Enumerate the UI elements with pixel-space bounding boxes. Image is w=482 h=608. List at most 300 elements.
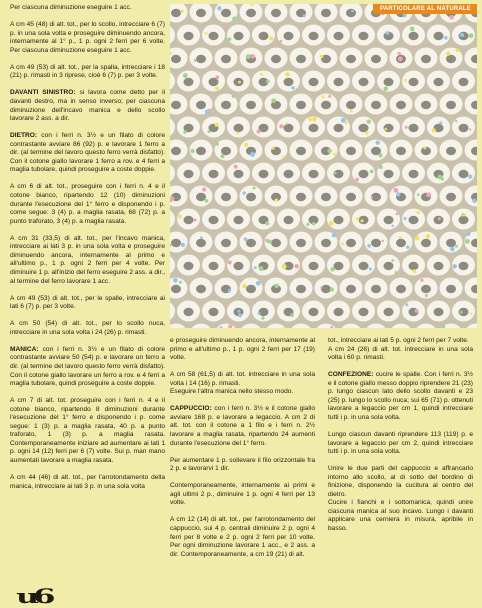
yarn-fleck bbox=[395, 271, 398, 274]
lace-hole bbox=[321, 285, 331, 293]
lace-hole bbox=[234, 216, 244, 224]
yarn-fleck bbox=[391, 259, 394, 262]
yarn-fleck bbox=[455, 120, 457, 122]
section-heading: CONFEZIONE: bbox=[328, 371, 373, 378]
lace-hole bbox=[384, 78, 394, 86]
yarn-fleck bbox=[393, 188, 398, 193]
yarn-fleck bbox=[183, 73, 188, 78]
lace-hole bbox=[359, 216, 369, 224]
yarn-fleck bbox=[424, 147, 427, 150]
section-heading: DAVANTI SINISTRO: bbox=[10, 89, 76, 96]
col1-paragraph bbox=[10, 346, 165, 389]
lace-hole bbox=[184, 78, 194, 86]
yarn-fleck bbox=[269, 36, 273, 40]
yarn-fleck bbox=[173, 278, 178, 283]
yarn-fleck bbox=[370, 170, 374, 174]
lace-hole bbox=[296, 193, 306, 201]
knit-texture-image bbox=[170, 4, 477, 328]
lace-hole bbox=[346, 285, 356, 293]
lace-hole bbox=[259, 32, 269, 40]
col1-paragraph: A cm 7 di alt. tot. proseguire con i ferri n. 4 e il cotone bianco, ripartendo 8 diminuzioni durante l'esecuzione del 1° ferro e disponendo i p. come segue: 1 (3) p. a maglia rasata, 40 p. a punto traforato, 1 (3) p. a maglia rasata. Contemporaneamente iniziare ad aumentare ai lati 1 p. ogni 14 (12) ferri per 6 (7) volte. Sui p. man mano aumentati lavorare a maglia rasata. bbox=[10, 397, 165, 465]
yarn-fleck bbox=[242, 284, 246, 288]
yarn-fleck bbox=[261, 317, 264, 320]
yarn-fleck bbox=[330, 287, 334, 291]
yarn-fleck bbox=[228, 260, 232, 264]
lace-hole bbox=[309, 78, 319, 86]
lace-hole bbox=[359, 262, 369, 270]
yarn-fleck bbox=[257, 312, 260, 315]
yarn-fleck bbox=[415, 309, 419, 313]
yarn-fleck bbox=[391, 225, 393, 227]
yarn-fleck bbox=[259, 266, 264, 271]
lace-hole bbox=[346, 55, 356, 63]
lace-hole bbox=[334, 32, 344, 40]
lace-hole bbox=[184, 32, 194, 40]
lace-hole bbox=[396, 101, 406, 109]
lace-hole bbox=[409, 170, 419, 178]
lace-hole bbox=[296, 285, 306, 293]
col1-paragraph: A cm 31 (33,5) di alt. tot., per l'incavo manica, intrecciare ai lati 3 p. in una sola volta e proseguire diminuendo ancora, internamente al primo e all'ultimo p., 1 p. ogni 2 ferri per 4 volte. Per diminuire 1 p. all'inizio del ferro eseguire 2 ass. a dir., al termine del ferro lavorare 1 acc. bbox=[10, 235, 165, 286]
lace-hole bbox=[459, 170, 469, 178]
lace-hole bbox=[171, 239, 181, 247]
lace-hole bbox=[221, 193, 231, 201]
section-text: con i ferri n. 3½ e un filato di colore contrastante avviare 50 (54) p. e lavorare un ferro a dir. (al termine del lavoro questo ferro verrà disfatto). Con il cotone giallo lavorare un ferro a rov. e 4 ferri a maglia tubolare, quindi proseguire a coste doppie. bbox=[10, 346, 165, 387]
lace-hole bbox=[221, 147, 231, 155]
yarn-fleck bbox=[266, 80, 270, 84]
yarn-fleck bbox=[256, 129, 260, 133]
lace-hole bbox=[321, 193, 331, 201]
lace-hole bbox=[409, 78, 419, 86]
yarn-fleck bbox=[215, 75, 219, 79]
lace-hole bbox=[359, 32, 369, 40]
knit-detail-photo bbox=[170, 4, 477, 328]
lace-hole bbox=[196, 193, 206, 201]
yarn-fleck bbox=[384, 128, 387, 131]
col1-paragraph: A cm 44 (46) di alt. tot., per l'arrotondamento della manica, intrecciare ai lati 3 p. in una sola volta bbox=[10, 474, 165, 491]
yarn-fleck bbox=[455, 49, 459, 53]
yarn-fleck bbox=[180, 9, 184, 13]
yarn-fleck bbox=[321, 95, 324, 98]
lace-hole bbox=[184, 216, 194, 224]
lace-hole bbox=[271, 239, 281, 247]
yarn-fleck bbox=[406, 245, 409, 248]
lace-hole bbox=[384, 216, 394, 224]
lace-hole bbox=[384, 262, 394, 270]
lace-hole bbox=[359, 124, 369, 132]
lace-hole bbox=[359, 78, 369, 86]
yarn-fleck bbox=[472, 199, 476, 203]
lace-hole bbox=[209, 308, 219, 316]
yarn-fleck bbox=[256, 281, 261, 286]
yarn-fleck bbox=[254, 266, 257, 269]
yarn-fleck bbox=[285, 122, 287, 124]
yarn-fleck bbox=[205, 199, 209, 203]
lace-hole bbox=[284, 216, 294, 224]
lace-hole bbox=[309, 308, 319, 316]
yarn-fleck bbox=[251, 54, 256, 59]
lace-hole bbox=[309, 262, 319, 270]
lace-hole bbox=[309, 124, 319, 132]
yarn-fleck bbox=[202, 187, 206, 191]
page-number-fragment: u6 bbox=[16, 585, 50, 608]
yarn-fleck bbox=[330, 267, 334, 271]
lace-hole bbox=[221, 9, 231, 17]
yarn-fleck bbox=[383, 86, 388, 91]
lace-hole bbox=[334, 216, 344, 224]
lace-hole bbox=[446, 101, 456, 109]
lace-hole bbox=[234, 32, 244, 40]
yarn-fleck bbox=[294, 264, 299, 269]
yarn-fleck bbox=[426, 192, 431, 197]
col2-paragraph: Contemporaneamente, internamente ai primi e agli ultimi 2 p., diminuire 1 p. ogni 4 ferri per 13 volte. bbox=[170, 482, 315, 508]
yarn-fleck bbox=[425, 294, 428, 297]
yarn-fleck bbox=[228, 37, 232, 41]
yarn-fleck bbox=[367, 244, 371, 248]
yarn-fleck bbox=[178, 215, 182, 219]
yarn-fleck bbox=[404, 79, 407, 82]
yarn-fleck bbox=[405, 303, 408, 306]
col2-paragraph bbox=[170, 405, 315, 448]
col3-paragraph: Cucire i fianchi e i sottomanica, quindi unire ciascuna manica al suo incavo. Lungo i davanti applicare una cerniera in misura, apribile in basso. bbox=[328, 499, 473, 533]
yarn-fleck bbox=[242, 191, 246, 195]
yarn-fleck bbox=[274, 284, 279, 289]
yarn-fleck bbox=[217, 6, 221, 10]
yarn-fleck bbox=[232, 95, 235, 98]
yarn-fleck bbox=[334, 172, 337, 175]
yarn-fleck bbox=[320, 55, 324, 59]
lace-hole bbox=[321, 239, 331, 247]
yarn-fleck bbox=[279, 124, 283, 128]
yarn-fleck bbox=[463, 213, 466, 216]
lace-hole bbox=[284, 32, 294, 40]
yarn-fleck bbox=[320, 287, 322, 289]
lace-hole bbox=[421, 101, 431, 109]
yarn-fleck bbox=[379, 165, 383, 169]
yarn-fleck bbox=[432, 129, 436, 133]
yarn-fleck bbox=[398, 56, 403, 61]
lace-hole bbox=[359, 308, 369, 316]
lace-hole bbox=[459, 216, 469, 224]
yarn-fleck bbox=[333, 153, 336, 156]
instructions-column-1 bbox=[10, 4, 165, 500]
lace-hole bbox=[434, 78, 444, 86]
col2-paragraph: A cm 58 (61,5) di alt. tot. intrecciare in una sola volta i 14 (16) p. rimasti. bbox=[170, 371, 315, 388]
lace-hole bbox=[321, 9, 331, 17]
section-text: con i ferri n. 3½ e il cotone giallo avviare 168 p. e lavorare a legaccio. A cm 2 di alt. tot. con il cotone a 1 filo e i ferri n. 2½ lavorare a maglia rasata, ripartendo 24 aumenti durante l'esecuzione del 1° ferro. bbox=[170, 405, 315, 446]
lace-hole bbox=[359, 170, 369, 178]
yarn-fleck bbox=[452, 264, 457, 269]
yarn-fleck bbox=[351, 10, 354, 13]
lace-hole bbox=[446, 147, 456, 155]
lace-hole bbox=[246, 9, 256, 17]
photo-caption-tag: PARTICOLARE AL NATURALE bbox=[373, 4, 477, 14]
col1-paragraph bbox=[10, 89, 165, 123]
lace-hole bbox=[221, 55, 231, 63]
lace-hole bbox=[196, 101, 206, 109]
lace-hole bbox=[246, 193, 256, 201]
lace-hole bbox=[234, 262, 244, 270]
lace-hole bbox=[234, 124, 244, 132]
section-text: si lavora come detto per il davanti destro, ma in senso inverso; per ciascuna diminuzione dell'incavo manica e dello scollo lavorare 2 ass. a dir. bbox=[10, 89, 165, 122]
lace-hole bbox=[271, 55, 281, 63]
col1-paragraph: Per ciascuna diminuzione eseguire 1 acc. bbox=[10, 4, 165, 13]
yarn-fleck bbox=[236, 132, 239, 135]
lace-hole bbox=[196, 9, 206, 17]
yarn-fleck bbox=[361, 219, 364, 222]
lace-hole bbox=[271, 9, 281, 17]
lace-hole bbox=[221, 101, 231, 109]
yarn-fleck bbox=[386, 31, 390, 35]
lace-hole bbox=[446, 193, 456, 201]
yarn-fleck bbox=[366, 119, 370, 123]
yarn-fleck bbox=[205, 110, 210, 115]
yarn-fleck bbox=[190, 149, 194, 153]
yarn-fleck bbox=[214, 123, 218, 127]
section-text: con i ferri n. 3½ e un filato di colore contrastante avviare 86 (92) p. e lavorare 1 ferro a dir. (al termine del lavoro questo ferro verrà disfatto). Con il cotone giallo lavorare 1 ferro a rov. e 4 ferri a maglia tubolare, quindi proseguire a coste doppie. bbox=[10, 132, 165, 173]
yarn-fleck bbox=[183, 130, 187, 134]
yarn-fleck bbox=[417, 193, 420, 196]
lace-hole bbox=[346, 101, 356, 109]
lace-hole bbox=[371, 101, 381, 109]
yarn-fleck bbox=[438, 217, 441, 220]
lace-hole bbox=[246, 285, 256, 293]
yarn-fleck bbox=[413, 269, 417, 273]
yarn-fleck bbox=[194, 59, 197, 62]
lace-hole bbox=[346, 147, 356, 155]
yarn-fleck bbox=[238, 81, 241, 84]
lace-hole bbox=[196, 239, 206, 247]
yarn-fleck bbox=[444, 36, 448, 40]
yarn-fleck bbox=[465, 239, 470, 244]
lace-hole bbox=[246, 101, 256, 109]
yarn-fleck bbox=[179, 281, 182, 284]
yarn-fleck bbox=[328, 95, 331, 98]
yarn-fleck bbox=[341, 242, 344, 245]
yarn-fleck bbox=[228, 290, 231, 293]
yarn-fleck bbox=[306, 223, 309, 226]
col3-paragraph: Lungo ciascun davanti riprendere 113 (119) p. e lavorare a legaccio per cm 2, quindi intrecciare tutti i p. in una sola volta. bbox=[328, 431, 473, 457]
lace-hole bbox=[284, 78, 294, 86]
yarn-fleck bbox=[399, 236, 402, 239]
yarn-fleck bbox=[460, 33, 464, 37]
yarn-fleck bbox=[238, 310, 241, 313]
yarn-fleck bbox=[350, 110, 353, 113]
section-heading: CAPPUCCIO: bbox=[170, 405, 212, 412]
lace-hole bbox=[184, 170, 194, 178]
lace-hole bbox=[346, 9, 356, 17]
yarn-fleck bbox=[268, 240, 272, 244]
yarn-fleck bbox=[426, 234, 430, 238]
lace-hole bbox=[459, 124, 469, 132]
yarn-fleck bbox=[439, 121, 442, 124]
lace-hole bbox=[209, 170, 219, 178]
lace-hole bbox=[421, 239, 431, 247]
yarn-fleck bbox=[181, 243, 185, 247]
lace-hole bbox=[284, 170, 294, 178]
lace-hole bbox=[196, 147, 206, 155]
yarn-fleck bbox=[246, 54, 251, 59]
yarn-fleck bbox=[272, 147, 275, 150]
yarn-fleck bbox=[238, 313, 242, 317]
yarn-fleck bbox=[468, 33, 473, 38]
lace-hole bbox=[334, 308, 344, 316]
yarn-fleck bbox=[282, 156, 284, 158]
instructions-column-2 bbox=[170, 337, 315, 568]
lace-hole bbox=[434, 262, 444, 270]
yarn-fleck bbox=[205, 32, 208, 35]
yarn-fleck bbox=[303, 14, 306, 17]
yarn-fleck bbox=[416, 211, 419, 214]
yarn-fleck bbox=[420, 279, 423, 282]
lace-hole bbox=[259, 170, 269, 178]
lace-hole bbox=[396, 147, 406, 155]
lace-hole bbox=[409, 262, 419, 270]
yarn-fleck bbox=[382, 240, 385, 243]
lace-hole bbox=[434, 308, 444, 316]
lace-hole bbox=[184, 308, 194, 316]
lace-hole bbox=[209, 32, 219, 40]
yarn-fleck bbox=[470, 312, 472, 314]
yarn-fleck bbox=[250, 152, 255, 157]
lace-hole bbox=[334, 124, 344, 132]
section-heading: DIETRO: bbox=[10, 132, 37, 139]
col1-paragraph: A cm 6 di alt. tot., proseguire con i ferri n. 4 e il cotone bianco, ripartendo 12 (10) diminuzioni durante l'esecuzione del 1° ferro e disponendo i p. come segue: 3 (4) p. a maglia rasata, 68 (72) p. a punto traforato, 3 (4) p. a maglia rasata. bbox=[10, 183, 165, 226]
lace-hole bbox=[459, 262, 469, 270]
lace-hole bbox=[371, 55, 381, 63]
lace-hole bbox=[171, 101, 181, 109]
col2-paragraph: A cm 12 (14) di alt. tot., per l'arrotondamento del cappuccio, sui 4 p. centrali diminuire 2 p. ogni 4 ferri per 8 volte e 2 p. ogni 2 ferri per 10 volte. Per ogni diminuzione lavorare 1 acc., e 2 ass. a dir. Contemporaneamente, a cm 19 (21) di alt. bbox=[170, 516, 315, 559]
lace-hole bbox=[396, 239, 406, 247]
yarn-fleck bbox=[244, 237, 248, 241]
lace-hole bbox=[234, 170, 244, 178]
lace-hole bbox=[384, 308, 394, 316]
yarn-fleck bbox=[450, 247, 455, 252]
yarn-fleck bbox=[469, 128, 471, 130]
yarn-fleck bbox=[396, 192, 400, 196]
yarn-fleck bbox=[468, 174, 472, 178]
lace-hole bbox=[371, 239, 381, 247]
col1-paragraph: A cm 49 (53) di alt. tot., per le spalle, intrecciare ai lati 6 (7) p. per 3 volte. bbox=[10, 295, 165, 312]
lace-hole bbox=[246, 239, 256, 247]
yarn-fleck bbox=[291, 86, 295, 90]
col2-paragraph: e proseguire diminuendo ancora, internamente al primo e all'ultimo p., 1 p. ogni 2 ferri per 17 (19) volte. bbox=[170, 337, 315, 363]
lace-hole bbox=[334, 78, 344, 86]
yarn-fleck bbox=[355, 178, 359, 182]
lace-hole bbox=[296, 147, 306, 155]
yarn-fleck bbox=[216, 142, 219, 145]
yarn-fleck bbox=[460, 311, 463, 314]
yarn-fleck bbox=[244, 143, 248, 147]
yarn-fleck bbox=[290, 313, 294, 317]
lace-hole bbox=[446, 55, 456, 63]
yarn-fleck bbox=[200, 236, 203, 239]
yarn-fleck bbox=[446, 52, 450, 56]
yarn-fleck bbox=[280, 40, 283, 43]
lace-hole bbox=[296, 101, 306, 109]
yarn-fleck bbox=[405, 126, 408, 129]
yarn-fleck bbox=[410, 27, 415, 32]
lace-hole bbox=[209, 216, 219, 224]
yarn-fleck bbox=[285, 72, 290, 77]
col3-paragraph bbox=[328, 371, 473, 422]
lace-hole bbox=[209, 262, 219, 270]
lace-hole bbox=[371, 285, 381, 293]
yarn-fleck bbox=[396, 212, 399, 215]
yarn-fleck bbox=[253, 187, 256, 190]
yarn-fleck bbox=[449, 15, 454, 20]
lace-hole bbox=[321, 101, 331, 109]
lace-hole bbox=[346, 239, 356, 247]
lace-hole bbox=[171, 55, 181, 63]
lace-hole bbox=[309, 32, 319, 40]
lace-hole bbox=[221, 239, 231, 247]
yarn-fleck bbox=[345, 121, 348, 124]
col2-paragraph: Eseguire l'altra manica nello stesso modo. bbox=[170, 388, 315, 397]
lace-hole bbox=[171, 9, 181, 17]
col2-paragraph: Per aumentare 1 p. sollevare il filo orizzontale fra 2 p. e lavorarvi 1 dir. bbox=[170, 457, 315, 474]
section-heading: MANICA: bbox=[10, 346, 39, 353]
yarn-fleck bbox=[437, 175, 442, 180]
yarn-fleck bbox=[466, 232, 470, 236]
lace-hole bbox=[284, 124, 294, 132]
lace-hole bbox=[296, 239, 306, 247]
col1-paragraph: A cm 49 (53) di alt. tot., per la spalla, intrecciare i 18 (21) p. rimasti in 3 riprese, cioè 6 (7) p. per 3 volte. bbox=[10, 64, 165, 81]
lace-hole bbox=[259, 308, 269, 316]
lace-hole bbox=[171, 147, 181, 155]
lace-hole bbox=[421, 55, 431, 63]
lace-hole bbox=[409, 216, 419, 224]
lace-hole bbox=[459, 78, 469, 86]
yarn-fleck bbox=[403, 217, 406, 220]
yarn-fleck bbox=[232, 17, 237, 22]
yarn-fleck bbox=[308, 118, 312, 122]
yarn-fleck bbox=[455, 245, 458, 248]
lace-hole bbox=[171, 285, 181, 293]
yarn-fleck bbox=[275, 199, 278, 202]
yarn-fleck bbox=[215, 86, 219, 90]
yarn-fleck bbox=[365, 131, 368, 134]
col3-paragraph: A cm 24 (26) di alt. tot. intrecciare in una sola volta i 60 p. rimasti. bbox=[328, 346, 473, 363]
yarn-fleck bbox=[371, 196, 373, 198]
yarn-fleck bbox=[312, 117, 316, 121]
lace-hole bbox=[446, 285, 456, 293]
lace-hole bbox=[434, 32, 444, 40]
yarn-fleck bbox=[193, 219, 196, 222]
lace-hole bbox=[446, 239, 456, 247]
yarn-fleck bbox=[220, 154, 224, 158]
lace-hole bbox=[409, 124, 419, 132]
col3-paragraph: tot., intrecciare ai lati 5 p. ogni 2 ferri per 7 volte. bbox=[328, 337, 473, 346]
section-text: cucire le spalle. Con i ferri n. 3½ e il cotone giallo messo doppio riprendere 21 (23) p. lungo ciascun lato dello scollo davanti e 23 (25) p. lungo lo scollo nuca; sui 65 (71) p. ottenuti lavorare a legaccio per cm 1, quindi intrecciare tutti i p. in una sola volta. bbox=[328, 371, 473, 421]
lace-hole bbox=[196, 285, 206, 293]
lace-hole bbox=[421, 285, 431, 293]
lace-hole bbox=[346, 193, 356, 201]
yarn-fleck bbox=[332, 233, 336, 237]
instructions-column-3 bbox=[328, 337, 473, 534]
yarn-fleck bbox=[329, 221, 334, 226]
lace-hole bbox=[384, 170, 394, 178]
yarn-fleck bbox=[356, 217, 359, 220]
yarn-fleck bbox=[312, 222, 315, 225]
yarn-fleck bbox=[265, 221, 269, 225]
lace-hole bbox=[196, 55, 206, 63]
lace-hole bbox=[309, 170, 319, 178]
yarn-fleck bbox=[398, 52, 401, 55]
col1-paragraph: A cm 45 (48) di alt. tot., per lo scollo, intrecciare 6 (7) p. in una sola volta e proseguire diminuendo ancora, internamente al 1° p., 1 p. ogni 2 ferri per 6 volte. Per ciascuna diminuzione eseguire 1 acc. bbox=[10, 21, 165, 55]
yarn-fleck bbox=[207, 130, 210, 133]
lace-hole bbox=[396, 285, 406, 293]
lace-hole bbox=[296, 55, 306, 63]
